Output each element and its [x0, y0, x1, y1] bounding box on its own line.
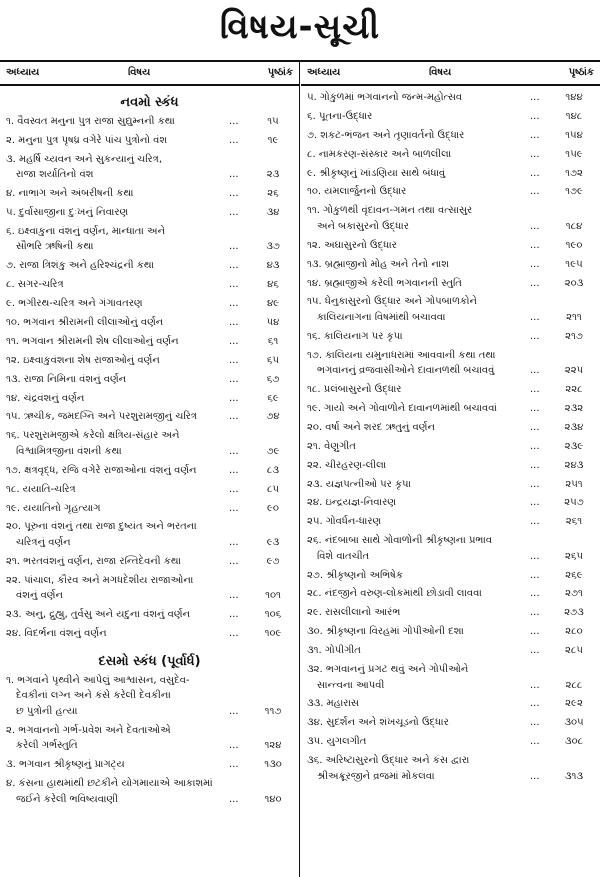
entry-title: ૧૦. ભગવાન શ્રીરામની લીલાઓનું વર્ણન	[6, 317, 164, 329]
entry-title: ૧૭. ક્ષત્રવૃદ્ધ, રજિ વગેરે રાજાઓના વંશનું વર્ણન	[6, 464, 197, 476]
entry-title-continued: કરેલી ગર્ભસ્તુતિ	[16, 740, 78, 752]
entry-title: ૨૩. અનુ, દ્રુહ્યુ, તુર્વસુ અને યદુના વંશનું વર્ણન	[6, 609, 191, 621]
contents-entry	[301, 458, 600, 477]
leader-dots: ...	[530, 220, 540, 232]
entry-page-number: ૧૫૪	[565, 129, 583, 141]
entry-title: ૨૩. યજ્ઞપત્નીઓ પર કૃપા	[307, 478, 411, 490]
section-title-tenth: દસમો સ્કંધ (પૂર્વાર્ધ)	[98, 653, 201, 669]
contents-entry	[301, 477, 600, 496]
entry-page-number: ૨૮૫	[565, 645, 583, 657]
contents-entry	[301, 348, 600, 382]
leader-dots: ...	[229, 759, 239, 771]
leader-dots: ...	[229, 483, 239, 495]
entry-page-number: ૧૪૮	[565, 110, 583, 122]
entry-page-number: ૨૮૦	[565, 626, 583, 638]
entry-title-continued: છ પુત્રોની હત્યા	[16, 705, 78, 717]
entry-title: ૧૯. ગાયો અને ગોવાળોને દાવાનળમાંથી બચાવવાં	[307, 402, 497, 414]
contents-entry	[301, 420, 600, 439]
entry-page-number: ૧૯૦	[565, 239, 583, 251]
contents-entry	[0, 391, 299, 410]
contents-entry	[0, 463, 299, 482]
entry-title: ૪. કંસના હાથમાંથી છટકીને યોગમાયાએ આકાશમાં	[6, 778, 213, 790]
contents-entry	[0, 482, 299, 501]
entry-title: ૧૧. ભગવાન શ્રીરામની શેષ લીલાઓનું વર્ણન	[6, 335, 179, 347]
entry-page-number: ૬૭	[266, 373, 280, 385]
contents-entry	[301, 257, 600, 276]
entry-title: ૭. રાજા ત્રિશંકુ અને હરિશ્ચંદ્રની કથા	[6, 260, 154, 272]
contents-entry	[0, 152, 299, 186]
entry-page-number: ૩૦૮	[564, 736, 584, 748]
entry-title: ૬. પૂતના-ઉદ્ધાર	[307, 110, 373, 122]
leader-dots: ...	[229, 793, 239, 805]
entry-title-continued: વિશે વાતચીત	[317, 550, 370, 562]
entry-title: ૧૧. ગોકુળથી વૃંદાવન-ગમન તથા વત્સાસુર	[307, 205, 473, 217]
entry-page-number: ૬૫	[266, 354, 280, 366]
left-entry-list-1	[0, 114, 299, 645]
entry-title: ૨૧. ભરતવંશનું વર્ણન, રાજા રન્તિદેવની કથા	[6, 555, 181, 567]
contents-entry	[301, 605, 600, 624]
contents-entry	[301, 294, 600, 328]
entry-title: ૩૩. મહારાસ	[307, 698, 360, 710]
contents-entry	[0, 519, 299, 553]
leader-dots: ...	[229, 188, 239, 200]
entry-page-number: ૨૩૯	[564, 440, 584, 452]
leader-dots: ...	[530, 421, 540, 433]
contents-entry	[0, 334, 299, 353]
entry-title: ૧૩. રાજા નિમિના વંશનું વર્ણન	[6, 373, 127, 385]
entry-page-number: ૧૫૯	[565, 148, 583, 160]
entry-page-number: ૨૯૨	[565, 698, 583, 710]
section-title-ninth: નવમો સ્કંધ	[120, 95, 179, 110]
contents-entry	[301, 401, 600, 420]
entry-title: ૧૨. અઘાસુરનો ઉદ્ધાર	[307, 239, 397, 251]
entry-title: ૨૭. શ્રીકૃષ્ણનો અભિષેક	[307, 569, 403, 581]
leader-dots: ...	[530, 402, 540, 414]
leader-dots: ...	[229, 354, 239, 366]
contents-entry	[0, 296, 299, 315]
contents-entry	[301, 734, 600, 753]
leader-dots: ...	[530, 588, 540, 600]
leader-dots: ...	[530, 311, 540, 323]
entry-page-number: ૨૩૪	[564, 421, 584, 433]
entry-page-number: ૨૮૮	[565, 679, 583, 691]
leader-dots: ...	[229, 241, 239, 253]
entry-page-number: ૯૭	[266, 555, 280, 567]
entry-page-number: ૨૬૯	[565, 569, 583, 581]
entry-page-number: ૮૩	[266, 464, 280, 476]
entry-title: ૨૧. વેણુગીત	[307, 440, 356, 452]
entry-page-number: ૫૪	[266, 317, 280, 329]
entry-title: ૭. શકટ-ભંજન અને તૃણાવર્તનો ઉદ્ધાર	[307, 129, 465, 141]
contents-entry	[0, 133, 299, 152]
entry-title: ૮. સગર-ચરિત્ર	[6, 279, 64, 291]
leader-dots: ...	[530, 258, 540, 270]
entry-title: ૪. નાભાગ અને અંબરીષની કથા	[6, 188, 134, 200]
entry-title: ૧. ભગવાને પૃથ્વીને આપેલું આશ્વાસન, વસુદેવ-	[6, 674, 190, 686]
leader-dots: ...	[530, 110, 540, 122]
contents-entry	[0, 114, 299, 133]
entry-page-number: ૨૦૩	[564, 277, 584, 289]
entry-title-continued: સાન્ત્વના આપવી	[317, 679, 385, 691]
leader-dots: ...	[530, 717, 540, 729]
leader-dots: ...	[530, 736, 540, 748]
leader-dots: ...	[229, 609, 239, 621]
leader-dots: ...	[229, 705, 239, 717]
contents-entry	[301, 203, 600, 237]
header-chapter: અધ્યાય	[6, 67, 40, 78]
entry-title: ૨૦. પૂરુના વંશનું તથા રાજા દુષ્યંત અને ભરતના	[6, 521, 197, 533]
contents-entry	[301, 514, 600, 533]
entry-page-number: ૨૬૧	[565, 516, 583, 528]
entry-page-number: ૧૪૦	[264, 793, 282, 805]
leader-dots: ...	[229, 373, 239, 385]
contents-entry	[0, 277, 299, 296]
entry-title: ૫. ગોકુળમાં ભગવાનનો જન્મ-મહોત્સવ	[307, 92, 463, 103]
contents-entry	[0, 501, 299, 520]
entry-title: ૧૩. બ્રહ્માજીનો મોહ અને તેનો નાશ	[307, 258, 449, 270]
leader-dots: ...	[229, 740, 239, 752]
leader-dots: ...	[229, 590, 239, 602]
entry-page-number: ૨૩	[266, 169, 280, 181]
leader-dots: ...	[229, 555, 239, 567]
entry-title: ૧૮. પ્રલંબાસુરનો ઉદ્ધાર	[307, 384, 402, 396]
entry-title: ૨૯. રાસલીલાનો આરંભ	[307, 607, 401, 619]
leader-dots: ...	[530, 129, 540, 141]
entry-page-number: ૪૬	[267, 279, 279, 291]
entry-page-number: ૧૩૦	[264, 759, 282, 771]
entry-page-number: ૧૫	[267, 116, 279, 127]
leader-dots: ...	[229, 335, 239, 347]
column-divider	[299, 62, 300, 877]
entry-page-number: ૯૦	[267, 502, 279, 514]
contents-entry	[301, 90, 600, 109]
entry-title: ૨. મનુના પુત્ર પૃષધ્ર વગેરે પાંચ પુત્રોનો વંશ	[6, 134, 168, 146]
entry-title: ૩. ભગવાન શ્રીકૃષ્ણનું પ્રાગટ્ય	[6, 759, 125, 771]
entry-title: ૨. ભગવાનનો ગર્ભ-પ્રવેશ અને દેવતાઓએ	[6, 724, 171, 736]
left-entry-list-2	[0, 673, 299, 811]
contents-entry	[0, 607, 299, 626]
leader-dots: ...	[530, 497, 540, 509]
leader-dots: ...	[530, 239, 540, 251]
left-header	[0, 62, 299, 86]
entry-title: ૨૨. પાંચાલ, કૌરવ અને મગધદેશીય રાજાઓના	[6, 574, 194, 586]
leader-dots: ...	[530, 365, 540, 377]
entry-page-number: ૨૨૮	[565, 384, 583, 396]
leader-dots: ...	[229, 279, 239, 291]
contents-entry	[0, 224, 299, 258]
header-subject: વિષય	[128, 67, 151, 78]
contents-entry	[301, 715, 600, 734]
leader-dots: ...	[530, 626, 540, 638]
entry-title: ૩૫. યુગલગીત	[307, 736, 367, 748]
entry-title: ૮. નામકરણ-સંસ્કાર અને બાળલીલા	[307, 148, 452, 160]
entry-title: ૧૪. બ્રહ્માજીએ કરેલી ભગવાનની સ્તુતિ	[307, 277, 462, 289]
leader-dots: ...	[530, 92, 540, 103]
entry-page-number: ૧૮૪	[565, 220, 583, 232]
entry-title: ૩૧. ગોપીગીત	[307, 645, 361, 657]
leader-dots: ...	[229, 445, 239, 457]
entry-title: ૧૭. કાલિયના યમુનાધરામાં આવવાની કથા તથા	[307, 349, 496, 361]
leader-dots: ...	[530, 167, 540, 179]
entry-page-number: ૧૦૧	[265, 590, 281, 602]
leader-dots: ...	[530, 186, 540, 198]
entry-page-number: ૩૭	[266, 241, 280, 253]
entry-title: ૧૪. ચંદ્રવંશનું વર્ણન	[6, 392, 85, 404]
leader-dots: ...	[530, 698, 540, 710]
contents-entry	[301, 586, 600, 605]
entry-title: ૧૬. પરશુરામજીએ કરેલો ક્ષત્રિય-સંહાર અને	[6, 430, 180, 442]
entry-page-number: ૩૦૫	[564, 717, 584, 729]
leader-dots: ...	[530, 478, 540, 490]
entry-title: ૩૨. ભગવાનનું પ્રગટ થવું અને ગોપીઓને	[307, 664, 469, 676]
entry-title-continued: કાલિયનાગના વિષમાંથી બચાવવા	[317, 311, 446, 323]
entry-title: ૧૫. ધેનુકાસુરનો ઉદ્ધાર અને ગોપબાળકોને	[307, 296, 477, 308]
entry-page-number: ૨૭૧	[565, 588, 583, 600]
entry-title: ૨૪. ઇન્દ્રયજ્ઞ-નિવારણ	[307, 497, 397, 509]
header-chapter: અધ્યાય	[307, 67, 341, 78]
entry-page-number: ૨૫૧	[565, 478, 583, 490]
leader-dots: ...	[530, 645, 540, 657]
entry-title: ૨૪. વિદર્ભના વંશનું વર્ણન	[6, 627, 107, 639]
entry-title-continued: રાજા શર્યાતિનો વંશ	[16, 169, 94, 181]
entry-page-number: ૨૬૫	[564, 550, 584, 562]
header-subject: વિષય	[429, 67, 452, 78]
entry-title: ૯. ભગીરથ-ચરિત્ર અને ગંગાવતરણ	[6, 298, 143, 310]
entry-page-number: ૨૧૧	[566, 311, 582, 323]
leader-dots: ...	[229, 298, 239, 310]
leader-dots: ...	[530, 569, 540, 581]
entry-page-number: ૩૧૩	[564, 770, 584, 782]
leader-dots: ...	[229, 116, 239, 127]
leader-dots: ...	[530, 679, 540, 691]
contents-entry	[301, 662, 600, 696]
leader-dots: ...	[229, 627, 239, 639]
right-column	[301, 62, 600, 788]
leader-dots: ...	[229, 536, 239, 548]
leader-dots: ...	[530, 550, 540, 562]
header-page: પૃષ્ઠાંક	[267, 67, 293, 78]
contents-entry	[0, 315, 299, 334]
entry-page-number: ૧૯	[267, 134, 279, 146]
entry-page-number: ૧૪૪	[565, 92, 583, 103]
entry-page-number: ૧૯૫	[565, 258, 583, 270]
entry-title: ૧૮. યયાતિ-ચરિત્ર	[6, 483, 76, 495]
entry-page-number: ૮૫	[266, 483, 280, 495]
leader-dots: ...	[530, 770, 540, 782]
entry-title: ૨૫. ગોવર્ધન-ધારણ	[307, 516, 382, 528]
entry-title-continued: ભગવાનનું વ્રજવાસીઓને દાવાનળથી બચાવવું	[317, 365, 495, 377]
entry-page-number: ૪૩	[266, 260, 280, 272]
leader-dots: ...	[229, 392, 239, 404]
contents-entry	[0, 723, 299, 757]
contents-entry	[301, 533, 600, 567]
right-entry-list	[301, 90, 600, 788]
contents-entry	[301, 753, 600, 787]
leader-dots: ...	[530, 516, 540, 528]
entry-title-continued: સૌભરિ ઋષિની કથા	[16, 241, 94, 253]
contents-entry	[301, 568, 600, 587]
leader-dots: ...	[530, 277, 540, 289]
entry-page-number: ૨૨૫	[564, 365, 584, 377]
entry-title: ૯. શ્રીકૃષ્ણનું ખાંડણિયા સાથે બંધાવું	[307, 167, 446, 179]
leader-dots: ...	[229, 317, 239, 329]
entry-title: ૧૬. કાલિયનાગ પર કૃપા	[307, 330, 403, 342]
entry-page-number: ૨૬	[267, 188, 279, 200]
entry-title: ૩૪. સુદર્શન અને શંખચૂડનો ઉદ્ધાર	[307, 717, 449, 729]
entry-page-number: ૭૯	[266, 445, 280, 457]
entry-title: ૨૬. નંદબાબા સાથે ગોવાળોની શ્રીકૃષ્ણના પ્રભાવ	[307, 535, 493, 547]
leader-dots: ...	[229, 464, 239, 476]
contents-entry	[0, 673, 299, 723]
entry-title: ૧૦. યમલાર્જુનનો ઉદ્ધાર	[307, 186, 407, 198]
entry-title: ૧૫. ઋચીક, જમદગ્નિ અને પરશુરામજીનું ચરિત્ર	[6, 411, 197, 423]
entry-page-number: ૬૯	[267, 392, 279, 404]
entry-title: ૫. દુર્વાસાજીના દુઃખનું નિવારણ	[6, 207, 129, 219]
contents-entry	[0, 757, 299, 776]
contents-entry	[301, 276, 600, 295]
entry-page-number: ૧૦૯	[264, 627, 282, 639]
contents-entry	[301, 495, 600, 514]
contents-entry	[301, 439, 600, 458]
contents-entry	[0, 776, 299, 810]
contents-entry	[0, 573, 299, 607]
contents-entry	[0, 186, 299, 205]
leader-dots: ...	[229, 134, 239, 146]
entry-page-number: ૨૧૭	[565, 330, 583, 342]
entry-page-number: ૨૩૨	[564, 402, 584, 414]
entry-title: ૨૦. વર્ષા અને શરદ ઋતુનું વર્ણન	[307, 421, 435, 433]
contents-entry	[301, 382, 600, 401]
contents-entry	[301, 147, 600, 166]
entry-title: ૧૨. ઇક્ષ્વાકુવંશના શેષ રાજાઓનું વર્ણન	[6, 354, 160, 366]
entry-title: ૬. ઇક્ષ્વાકુના વંશનું વર્ણન, માન્ધાતા અને	[6, 225, 166, 237]
page-title: વિષય-સૂચી	[219, 7, 381, 47]
leader-dots: ...	[229, 207, 239, 219]
entry-page-number: ૧૭૨	[565, 167, 583, 179]
entry-title: ૧. વૈવસ્વત મનુના પુત્ર રાજા સુદ્યુમ્નની કથા	[6, 116, 175, 127]
entry-title-continued: ચરિત્રનું વર્ણન	[16, 536, 71, 548]
right-header	[301, 62, 600, 86]
leader-dots: ...	[229, 502, 239, 514]
contents-entry	[301, 624, 600, 643]
leader-dots: ...	[229, 260, 239, 272]
entry-title-continued: અને બકાસુરનો ઉદ્ધાર	[317, 220, 409, 232]
contents-entry	[301, 329, 600, 348]
entry-title: ૨૨. ચીરહરણ-લીલા	[307, 459, 387, 471]
leader-dots: ...	[530, 330, 540, 342]
entry-page-number: ૧૭૯	[565, 186, 583, 198]
contents-entry	[0, 205, 299, 224]
contents-entry	[0, 409, 299, 428]
contents-entry	[301, 696, 600, 715]
contents-entry	[301, 166, 600, 185]
leader-dots: ...	[530, 459, 540, 471]
leader-dots: ...	[530, 148, 540, 160]
entry-title-continued: દેવકીનાં લગ્ન અને કંસે કરેલી દેવકીના	[16, 690, 171, 702]
left-column	[0, 62, 299, 810]
header-page: પૃષ્ઠાંક	[568, 67, 594, 78]
leader-dots: ...	[530, 607, 540, 619]
contents-entry	[0, 258, 299, 277]
contents-entry	[0, 626, 299, 645]
entry-page-number: ૧૨૪	[264, 740, 282, 752]
entry-page-number: ૨૫૭	[564, 497, 584, 509]
entry-title-continued: વિશ્વામિત્રજીના વંશની કથા	[16, 445, 122, 457]
entry-title: ૩૬. અરિષ્ટાસુરનો ઉદ્ધાર અને કંસ દ્વારા	[307, 755, 470, 767]
leader-dots: ...	[530, 440, 540, 452]
entry-page-number: ૪૯	[266, 298, 280, 310]
entry-title-continued: વંશનું વર્ણન	[16, 590, 63, 602]
contents-entry	[301, 109, 600, 128]
leader-dots: ...	[530, 384, 540, 396]
entry-page-number: ૧૦૬	[264, 609, 282, 621]
entry-title-continued: શ્રીઅક્રૂરજીને વ્રજમાં મોકલવા	[317, 770, 435, 782]
entry-title: ૩૦. શ્રીકૃષ્ણના વિરહમાં ગોપીઓની દશા	[307, 626, 464, 638]
contents-entry	[0, 428, 299, 462]
entry-page-number: ૨૭૩	[564, 607, 584, 619]
leader-dots: ...	[229, 411, 239, 423]
entry-title: ૧૯. યયાતિનો ગૃહત્યાગ	[6, 502, 101, 514]
entry-page-number: ૯૩	[266, 536, 280, 548]
leader-dots: ...	[229, 169, 239, 181]
entry-page-number: ૭૪	[266, 411, 280, 423]
entry-page-number: ૨૪૩	[564, 459, 584, 471]
contents-entry	[301, 238, 600, 257]
entry-page-number: ૩૪	[266, 207, 280, 219]
contents-entry	[301, 184, 600, 203]
entry-page-number: ૧૧૭	[264, 705, 282, 717]
contents-entry	[301, 643, 600, 662]
entry-title: ૩. મહર્ષિ ચ્યવન અને સુકન્યાનું ચરિત્ર,	[6, 153, 163, 165]
entry-title: ૨૮. નંદજીને વરુણ-લોકમાંથી છોડાવી લાવવા	[307, 588, 482, 600]
entry-title-continued: જઈને કરેલી ભવિષ્યવાણી	[16, 793, 118, 805]
contents-entry	[0, 372, 299, 391]
contents-entry	[0, 353, 299, 372]
contents-entry	[301, 128, 600, 147]
contents-entry	[0, 554, 299, 573]
entry-page-number: ૬૧	[267, 335, 279, 347]
